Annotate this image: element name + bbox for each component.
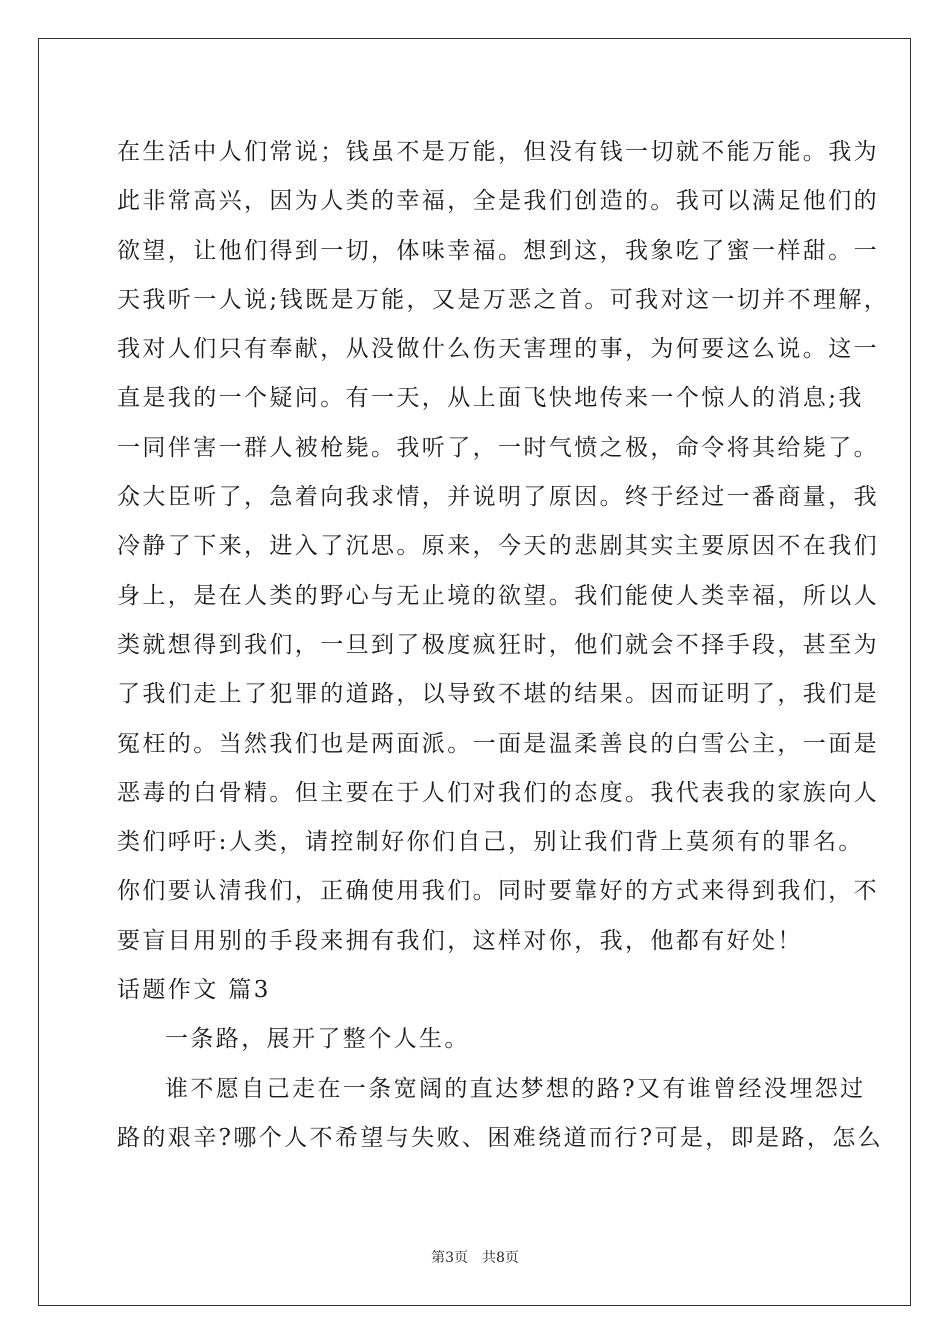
text-line: 一同伴害一群人被枪毙。我听了，一时气愤之极，命令将其给毙了。 (117, 434, 879, 461)
text-line: 冤枉的。当然我们也是两面派。一面是温柔善良的白雪公主，一面是 (117, 730, 879, 757)
page-total: 共8页 (482, 1250, 519, 1266)
text-line: 欲望，让他们得到一切，体味幸福。想到这，我象吃了蜜一样甜。一 (117, 237, 879, 264)
page-footer (0, 1247, 950, 1267)
text-line: 一条路，展开了整个人生。 (165, 1026, 470, 1053)
document-body (117, 128, 890, 1163)
text-line: 在生活中人们常说；钱虽不是万能，但没有钱一切就不能万能。我为 (117, 139, 879, 165)
text-line: 众大臣听了，急着向我求情，并说明了原因。终于经过一番商量，我 (117, 484, 879, 511)
text-line: 直是我的一个疑问。有一天，从上面飞快地传来一个惊人的消息;我 (117, 385, 864, 412)
text-line: 了我们走上了犯罪的道路，以导致不堪的结果。因而证明了，我们是 (117, 681, 879, 708)
text-line: 身上，是在人类的野心与无止境的欲望。我们能使人类幸福，所以人 (117, 582, 879, 609)
text-line: 此非常高兴，因为人类的幸福，全是我们创造的。我可以满足他们的 (117, 188, 879, 215)
text-line: 路的艰辛?哪个人不希望与失败、困难绕道而行?可是，即是路，怎么 (117, 1124, 884, 1151)
text-line: 谁不愿自己走在一条宽阔的直达梦想的路?又有谁曾经没埋怨过 (165, 1075, 866, 1102)
text-line: 天我听一人说;钱既是万能，又是万恶之首。可我对这一切并不理解， (117, 286, 890, 313)
text-line: 要盲目用别的手段来拥有我们，这样对你，我，他都有好处！ (117, 927, 803, 954)
text-line: 类就想得到我们，一旦到了极度疯狂时，他们就会不择手段，甚至为 (117, 631, 879, 658)
text-line: 冷静了下来，进入了沉思。原来，今天的悲剧其实主要原因不在我们 (117, 533, 879, 560)
page-number: 第3页 (431, 1250, 468, 1266)
text-line: 恶毒的白骨精。但主要在于人们对我们的态度。我代表我的家族向人 (117, 779, 879, 806)
text-line: 类们呼吁:人类，请控制好你们自己，别让我们背上莫须有的罪名。 (117, 829, 864, 856)
text-line: 我对人们只有奉献，从没做什么伤天害理的事，为何要这么说。这一 (117, 336, 879, 363)
section-heading: 话题作文 篇3 (117, 977, 271, 1004)
text-line: 你们要认清我们，正确使用我们。同时要靠好的方式来得到我们，不 (117, 878, 879, 905)
